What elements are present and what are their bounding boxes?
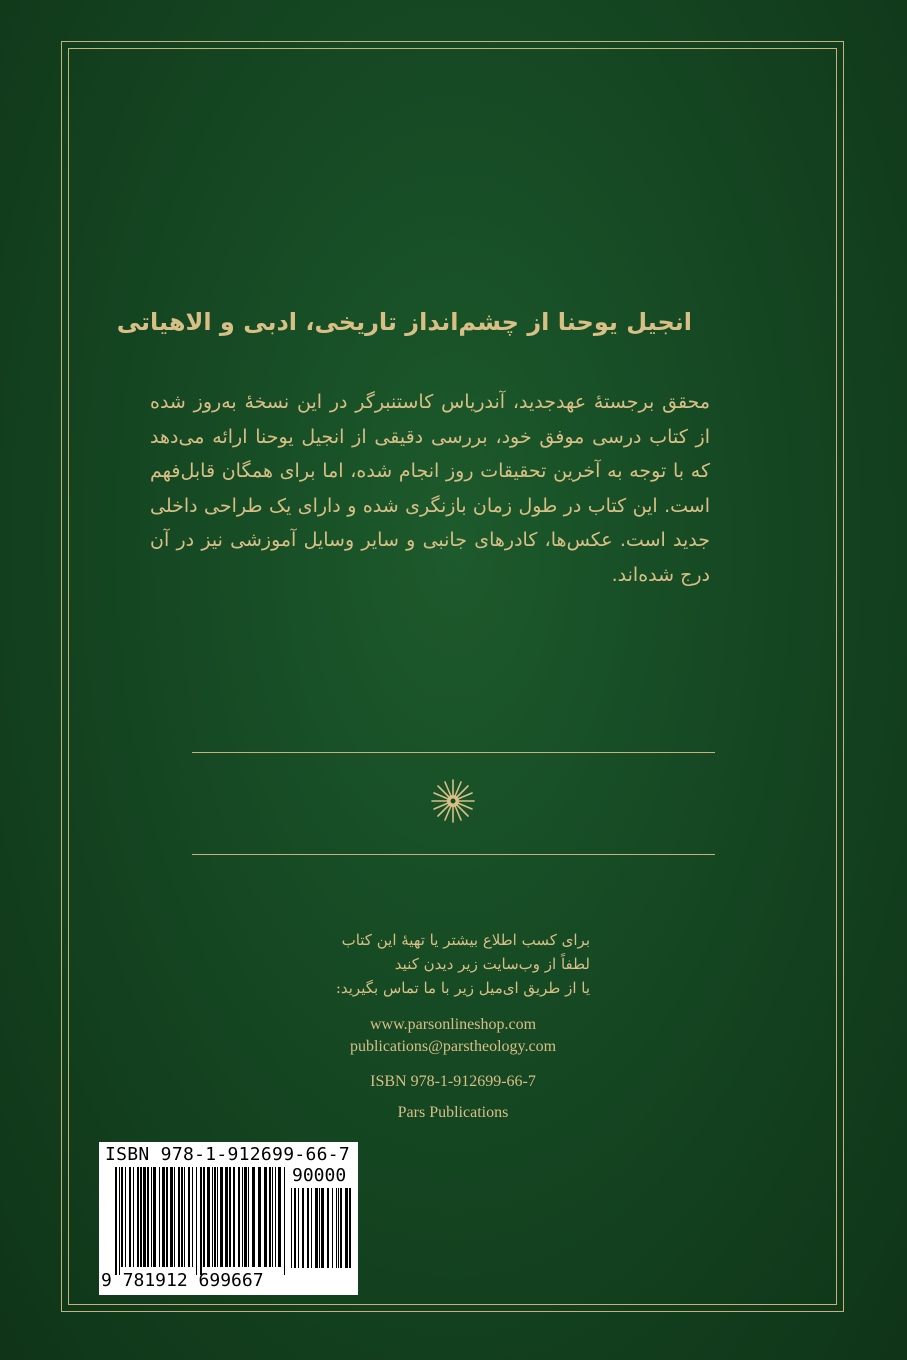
barcode-bar bbox=[242, 1167, 243, 1267]
contact-line: یا از طریق ای‌میل زیر با ما تماس بگیرید: bbox=[335, 979, 590, 997]
barcode-bar bbox=[133, 1167, 134, 1267]
barcode-bar bbox=[162, 1167, 165, 1267]
barcode-bar bbox=[166, 1167, 168, 1267]
barcode-bar bbox=[291, 1188, 292, 1268]
barcode-bar bbox=[264, 1167, 267, 1267]
barcode-bar bbox=[345, 1188, 348, 1268]
barcode-bar bbox=[119, 1167, 120, 1275]
starburst-ornament-icon bbox=[428, 776, 478, 826]
barcode-bar bbox=[147, 1167, 149, 1267]
barcode-bar bbox=[140, 1167, 142, 1267]
barcode bbox=[99, 1142, 358, 1295]
barcode-bar bbox=[336, 1188, 337, 1268]
barcode-bar bbox=[229, 1167, 231, 1267]
barcode-price-code: 90000 bbox=[292, 1165, 347, 1186]
barcode-bar bbox=[214, 1167, 216, 1267]
barcode-bar bbox=[174, 1167, 175, 1267]
barcode-bar bbox=[307, 1188, 309, 1268]
barcode-bar bbox=[327, 1188, 329, 1268]
cover-heading: انجیل یوحنا از چشم‌انداز تاریخی، ادبی و الاهیاتی bbox=[116, 308, 692, 336]
email-link[interactable]: publications@parstheology.com bbox=[349, 1038, 557, 1055]
barcode-bar bbox=[159, 1167, 160, 1267]
contact-info bbox=[300, 928, 590, 1000]
top-divider bbox=[192, 752, 715, 753]
barcode-bar bbox=[151, 1167, 152, 1267]
publisher-name: Pars Publications bbox=[397, 1104, 509, 1121]
barcode-bar bbox=[319, 1188, 320, 1268]
barcode-bar bbox=[294, 1188, 296, 1268]
barcode-bar bbox=[278, 1167, 281, 1267]
barcode-bar bbox=[115, 1167, 117, 1275]
barcode-bar bbox=[321, 1188, 324, 1268]
barcode-bar bbox=[137, 1167, 139, 1267]
book-description: محقق برجستهٔ عهدجدید، آندریاس کاستنبرگر در این نسخهٔ به‌روز شده از کتاب درسی موفق خود، بررسی دقیقی از انجیل یوحنا ارائه می‌دهد که با توجه به آخرین تحقیقات روز انجام شده، اما برای همگان قابل‌فهم است. این کتاب در طول زمان بازنگری شده و دارای یک طراحی داخلی جدید است. عکس‌ها، کادرهای جانبی و سایر وسایل آموزشی نیز در آن درج شده‌اند. bbox=[150, 391, 710, 586]
barcode-bar bbox=[225, 1167, 228, 1267]
barcode-bar bbox=[220, 1167, 223, 1267]
barcode-bar bbox=[203, 1167, 205, 1267]
barcode-bar bbox=[269, 1167, 271, 1267]
contact-line: لطفاً از وب‌سایت زیر دیدن کنید bbox=[394, 955, 590, 973]
barcode-bar bbox=[192, 1167, 193, 1267]
barcode-bar bbox=[340, 1188, 342, 1268]
barcode-bar bbox=[338, 1188, 339, 1268]
barcode-bar bbox=[315, 1188, 318, 1268]
barcode-bar bbox=[212, 1167, 213, 1267]
barcode-bar bbox=[184, 1167, 185, 1267]
barcode-bar bbox=[258, 1167, 261, 1267]
barcode-bar bbox=[129, 1167, 131, 1267]
barcode-bar bbox=[248, 1167, 249, 1267]
barcode-digits: 9 781912 699667 bbox=[101, 1270, 264, 1291]
website-link[interactable]: www.parsonlineshop.com bbox=[369, 1016, 537, 1033]
barcode-bar bbox=[302, 1188, 304, 1268]
barcode-bar bbox=[272, 1167, 273, 1267]
barcode-bar bbox=[332, 1188, 333, 1268]
barcode-bar bbox=[349, 1188, 351, 1268]
barcode-bar bbox=[217, 1167, 218, 1267]
barcode-bar bbox=[153, 1167, 156, 1267]
barcode-bar bbox=[125, 1167, 126, 1267]
barcode-bar bbox=[200, 1167, 202, 1275]
barcode-bar bbox=[284, 1167, 285, 1275]
contact-line: برای کسب اطلاع بیشتر یا تهیهٔ این کتاب bbox=[341, 931, 590, 949]
barcode-bar bbox=[181, 1167, 183, 1267]
barcode-bar bbox=[238, 1167, 240, 1267]
barcode-bar bbox=[233, 1167, 235, 1267]
barcode-bar bbox=[188, 1167, 190, 1267]
isbn-text: ISBN 978-1-912699-66-7 bbox=[370, 1073, 536, 1090]
barcode-bar bbox=[244, 1167, 247, 1267]
barcode-bar bbox=[207, 1167, 210, 1267]
bottom-divider bbox=[192, 854, 715, 855]
barcode-bar bbox=[170, 1167, 173, 1267]
barcode-bar bbox=[252, 1167, 255, 1267]
barcode-bar bbox=[196, 1167, 197, 1275]
barcode-isbn-label: ISBN 978-1-912699-66-7 bbox=[105, 1144, 351, 1165]
barcode-bar bbox=[143, 1167, 146, 1267]
barcode-bar bbox=[311, 1188, 312, 1268]
barcode-bar bbox=[298, 1188, 299, 1268]
barcode-bar bbox=[275, 1167, 276, 1267]
barcode-bar bbox=[178, 1167, 180, 1267]
barcode-bar bbox=[121, 1167, 123, 1267]
